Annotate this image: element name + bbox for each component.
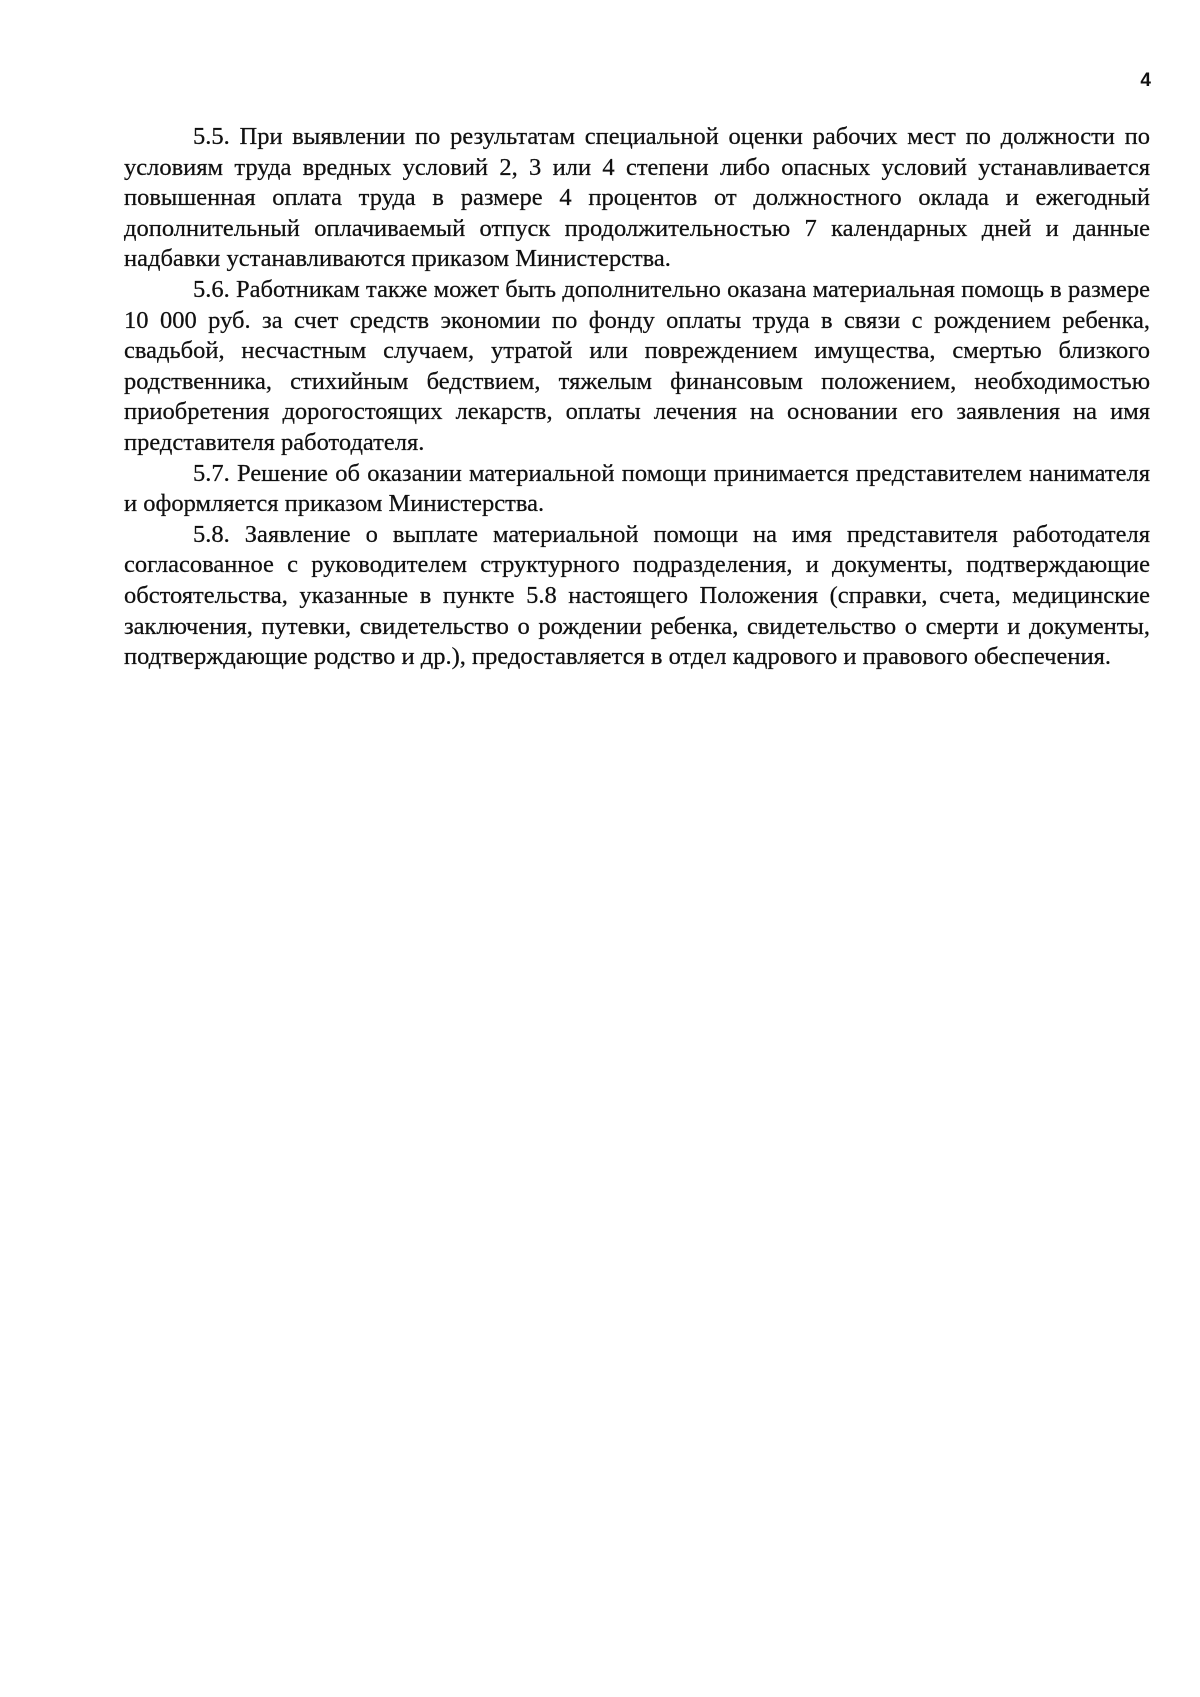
page-number: 4: [1140, 70, 1151, 91]
paragraph-5-8: 5.8. Заявление о выплате материальной помощи на имя представителя работодателя согласованное с руководителем структурного подразделения, и документы, подтверждающие обстоятельства, указанные в пункте 5.8 настоящего Положения (справки, счета, медицинские заключения, путевки, свидетельство о рождении ребенка, свидетельство о смерти и документы, подтверждающие родство и др.), предоставляется в отдел кадрового и правового обеспечения.: [124, 520, 1150, 671]
paragraph-5-5: 5.5. При выявлении по результатам специальной оценки рабочих мест по должности по условиям труда вредных условий 2, 3 или 4 степени либо опасных условий устанавливается повышенная оплата труда в размере 4 процентов от должностного оклада и ежегодный дополнительный оплачиваемый отпуск продолжительностью 7 календарных дней и данные надбавки устанавливаются приказом Министерства.: [124, 123, 1150, 273]
paragraph-5-6: 5.6. Работникам также может быть дополнительно оказана материальная помощь в размере 10 000 руб. за счет средств экономии по фонду оплаты труда в связи с рождением ребенка, свадьбой, несчастным случаем, утратой или повреждением имущества, смертью близкого родственника, стихийным бедствием, тяжелым финансовым положением, необходимостью приобретения дорогостоящих лекарств, оплаты лечения на основании его заявления на имя представителя работодателя.: [124, 275, 1150, 456]
document-body: [124, 122, 1150, 673]
paragraph-5-7: 5.7. Решение об оказании материальной помощи принимается представителем нанимателя и оформляется приказом Министерства.: [124, 459, 1150, 518]
